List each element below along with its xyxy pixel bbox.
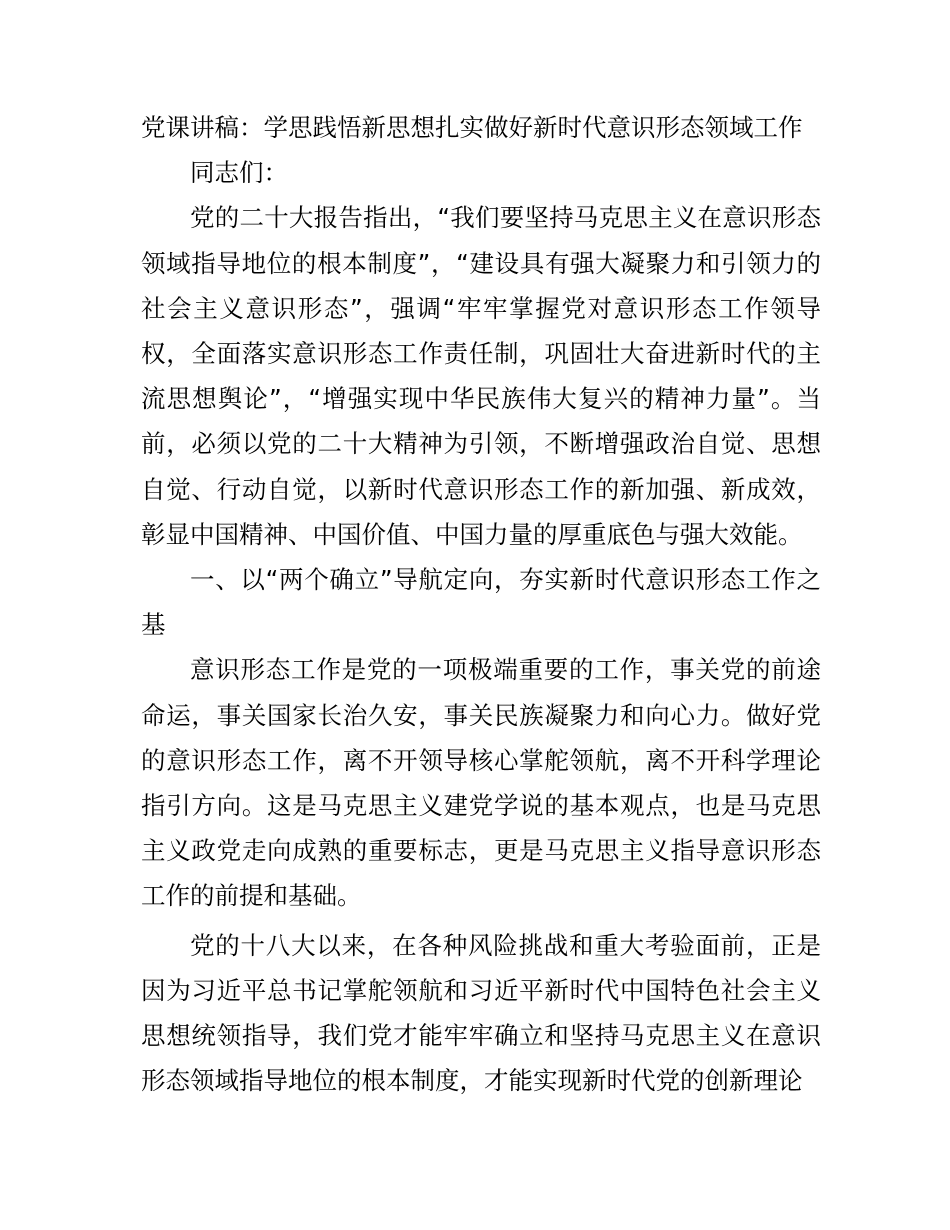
paragraph: 党的十八大以来，在各种风险挑战和重大考验面前，正是因为习近平总书记掌舵领航和习近平新时代中国特色社会主义思想统领指导，我们党才能牢牢确立和坚持马克思主义在意识形态领域指导地位的根本制度，才能实现新时代党的创新理论 bbox=[141, 930, 821, 1096]
document-body bbox=[141, 105, 821, 1103]
section-heading: 一、以“两个确立”导航定向，夯实新时代意识形态工作之基 bbox=[141, 565, 821, 640]
salutation: 同志们： bbox=[190, 158, 288, 188]
paragraph: 党的二十大报告指出，“我们要坚持马克思主义在意识形态领域指导地位的根本制度”，“建设具有强大凝聚力和引领力的社会主义意识形态”，强调“牢牢掌握党对意识形态工作领导权，全面落实意识形态工作责任制，巩固壮大奋进新时代的主流思想舆论”，“增强实现中华民族伟大复兴的精神力量”。当前，必须以党的二十大精神为引领，不断增强政治自觉、思想自觉、行动自觉，以新时代意识形态工作的新加强、新成效，彰显中国精神、中国价值、中国力量的厚重底色与强大效能。 bbox=[141, 203, 821, 549]
document-title: 党课讲稿：学思践悟新思想扎实做好新时代意识形态领域工作 bbox=[141, 113, 803, 142]
paragraph: 意识形态工作是党的一项极端重要的工作，事关党的前途命运，事关国家长治久安，事关民族凝聚力和向心力。做好党的意识形态工作，离不开领导核心掌舵领航，离不开科学理论指引方向。这是马克思主义建党学说的基本观点，也是马克思主义政党走向成熟的重要标志，更是马克思主义指导意识形态工作的前提和基础。 bbox=[141, 655, 821, 911]
